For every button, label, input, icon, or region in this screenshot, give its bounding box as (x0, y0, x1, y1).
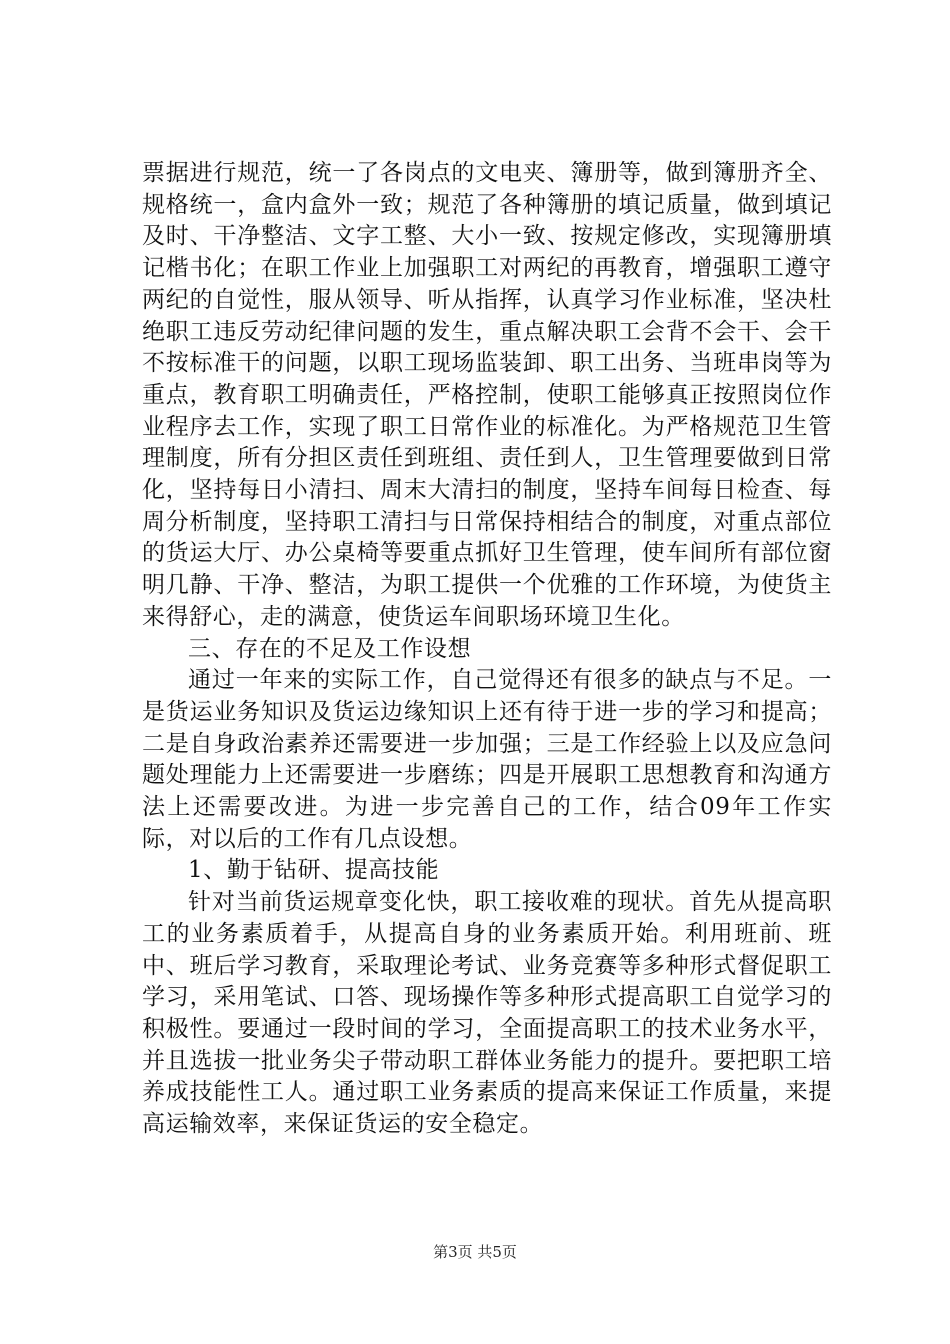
paragraph-continuation: 票据进行规范，统一了各岗点的文电夹、簿册等，做到簿册齐全、规格统一，盒内盒外一致；规范了各种簿册的填记质量，做到填记及时、干净整洁、文字工整、大小一致、按规定修改，实现簿册填记楷书化；在职工作业上加强职工对两纪的再教育，增强职工遵守两纪的自觉性，服从领导、听从指挥，认真学习作业标准，坚决杜绝职工违反劳动纪律问题的发生，重点解决职工会背不会干、会干不按标准干的问题，以职工现场监装卸、职工出务、当班串岗等为重点，教育职工明确责任，严格控制，使职工能够真正按照岗位作业程序去工作，实现了职工日常作业的标准化。为严格规范卫生管理制度，所有分担区责任到班组、责任到人，卫生管理要做到日常化，坚持每日小清扫、周末大清扫的制度，坚持车间每日检查、每周分析制度，坚持职工清扫与日常保持相结合的制度，对重点部位的货运大厅、办公桌椅等要重点抓好卫生管理，使车间所有部位窗明几静、干净、整洁，为职工提供一个优雅的工作环境，为使货主来得舒心，走的满意，使货运车间职场环境卫生化。 (142, 160, 832, 630)
document-body (142, 158, 832, 1141)
subheading-1: 1、勤于钻研、提高技能 (188, 857, 440, 884)
paragraph-skills: 针对当前货运规章变化快，职工接收难的现状。首先从提高职工的业务素质着手，从提高自身的业务素质开始。利用班前、班中、班后学习教育，采取理论考试、业务竞赛等多种形式督促职工学习，采用笔试、口答、现场操作等多种形式提高职工自觉学习的积极性。要通过一段时间的学习，全面提高职工的技术业务水平，并且选拔一批业务尖子带动职工群体业务能力的提升。要把职工培养成技能性工人。通过职工业务素质的提高来保证工作质量，来提高运输效率，来保证货运的安全稳定。 (142, 889, 832, 1138)
section-heading-3: 三、存在的不足及工作设想 (188, 635, 472, 662)
page-footer: 第3页 共5页 (433, 1243, 517, 1261)
paragraph-shortcomings: 通过一年来的实际工作，自己觉得还有很多的缺点与不足。一是货运业务知识及货运边缘知识上还有待于进一步的学习和提高；二是自身政治素养还需要进一步加强；三是工作经验上以及应急问题处理能力上还需要进一步磨练；四是开展职工思想教育和沟通方法上还需要改进。为进一步完善自己的工作，结合09年工作实际，对以后的工作有几点设想。 (142, 667, 832, 852)
